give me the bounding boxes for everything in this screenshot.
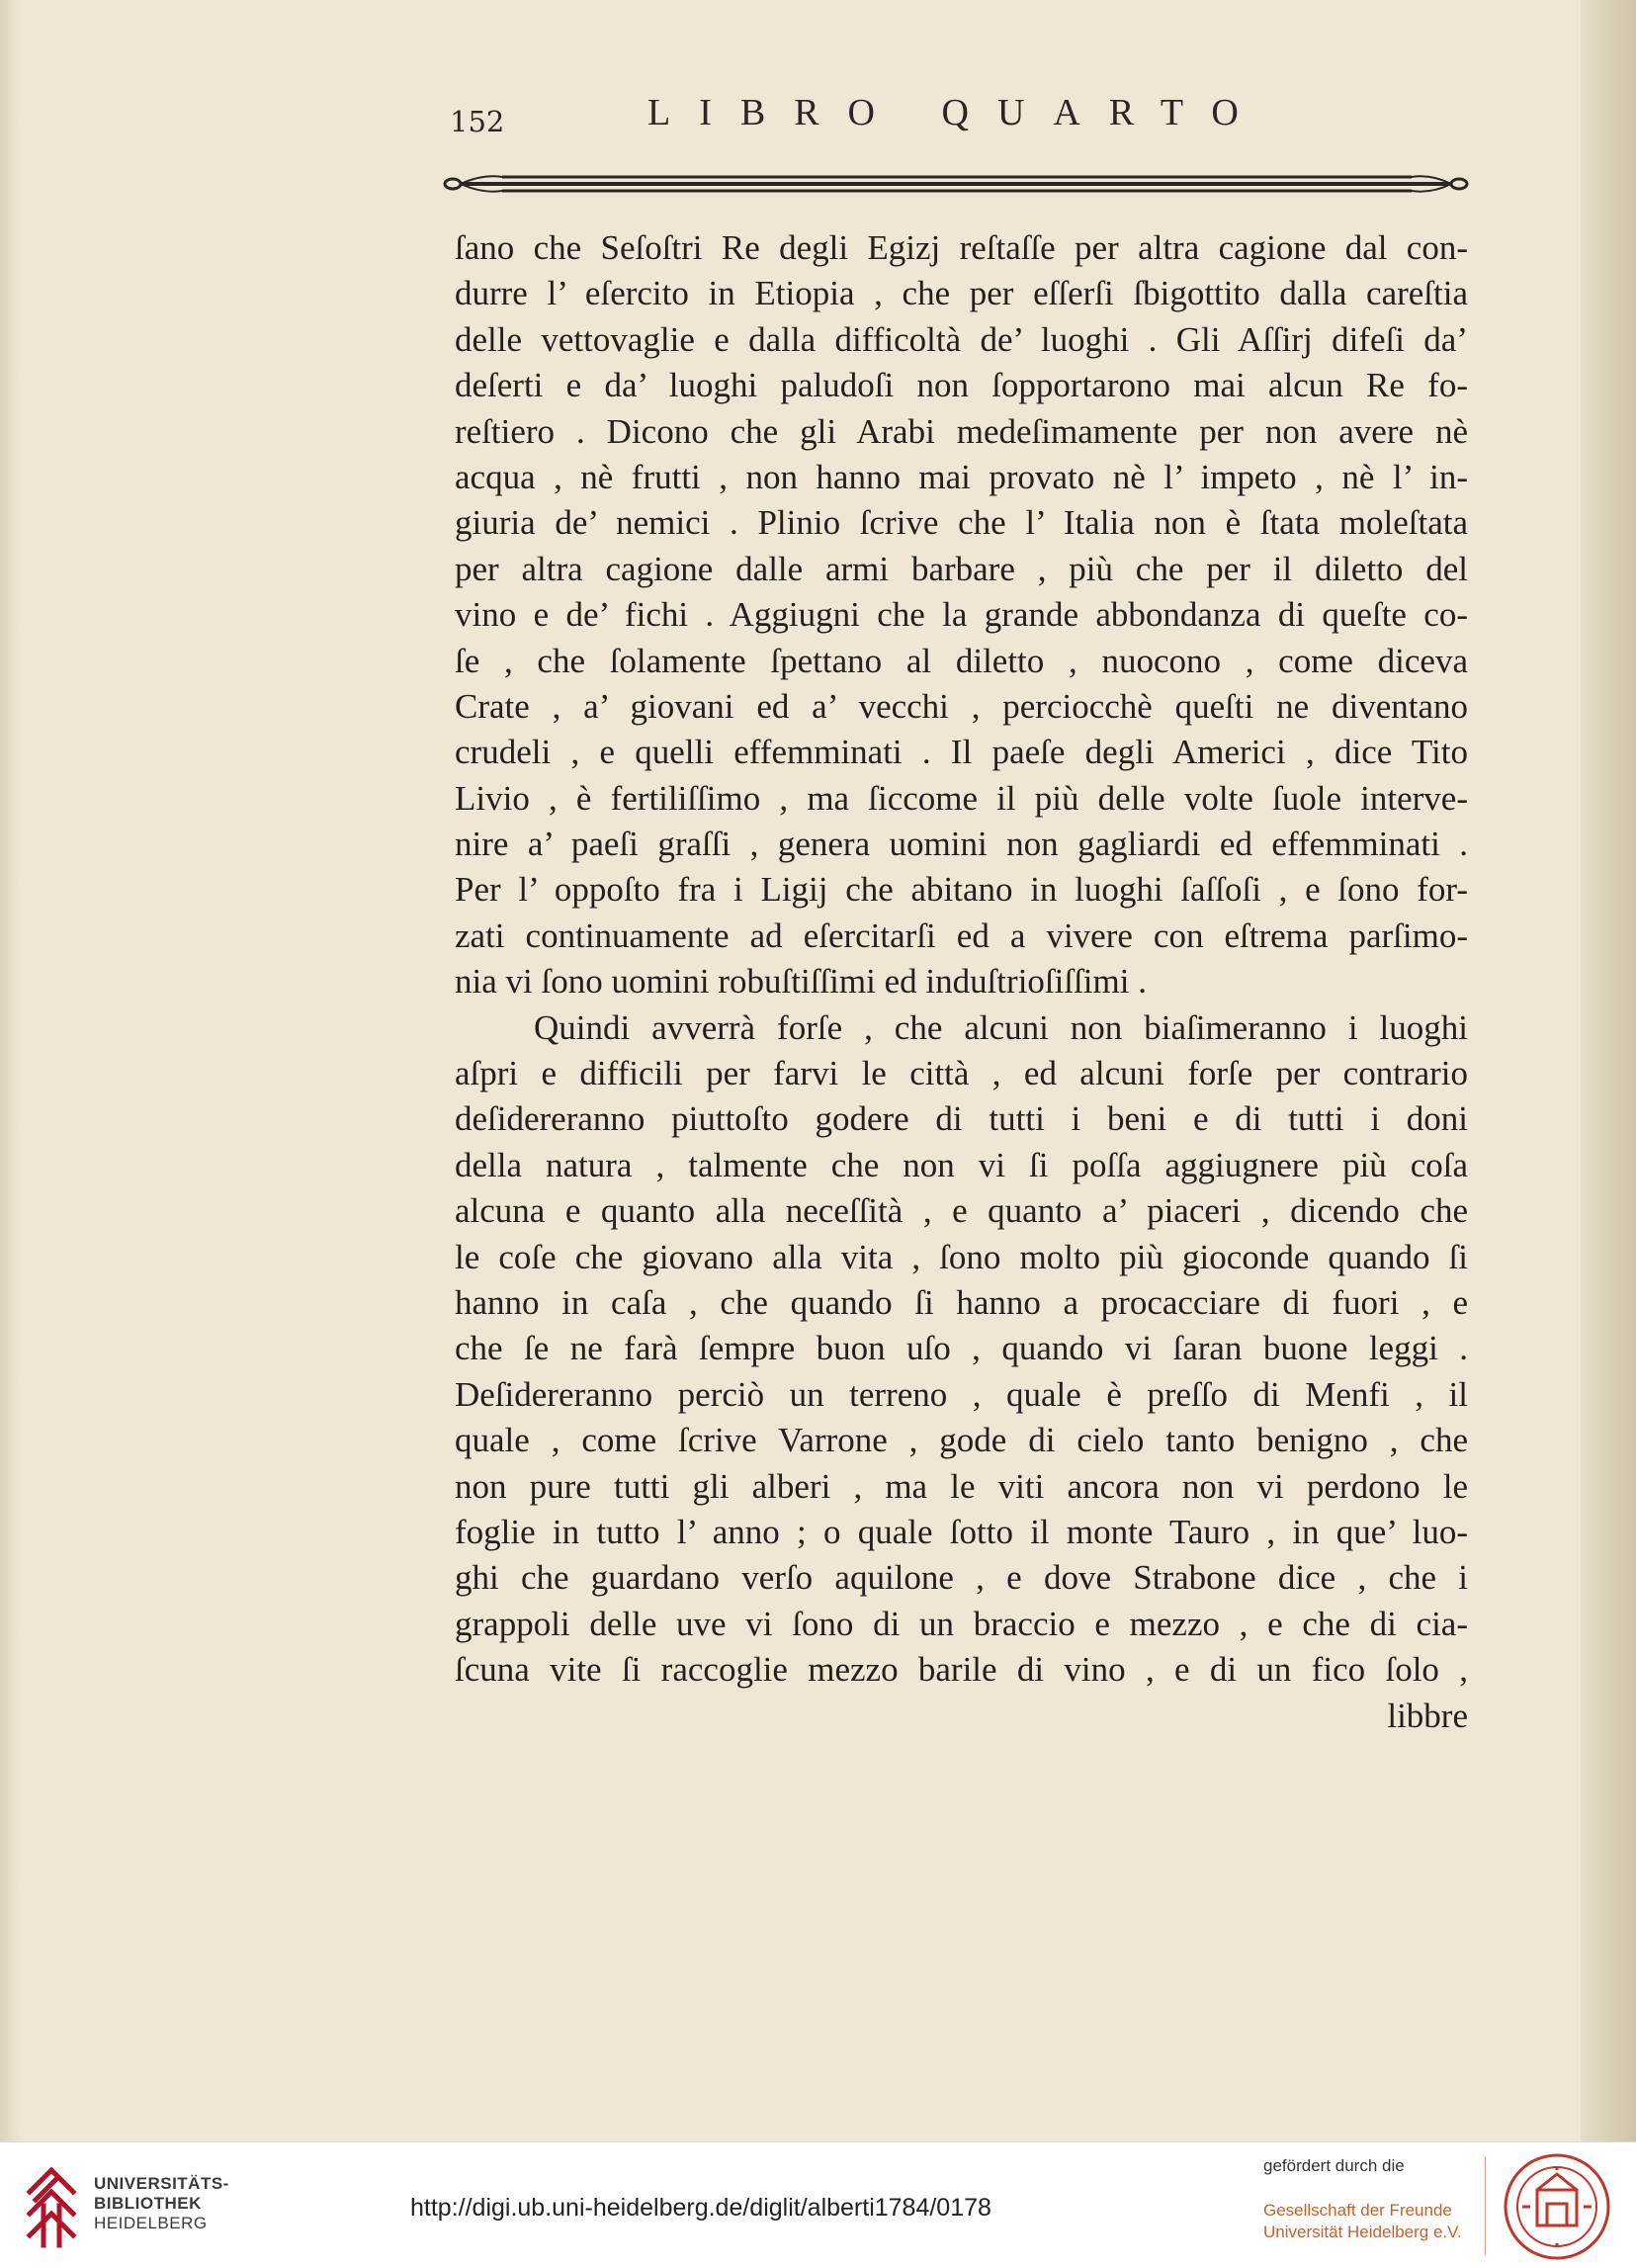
text-line: crudeli , e quelli effemminati . Il paeſe degli Americi , dice Tito	[455, 733, 1468, 772]
viewer-footer	[0, 2141, 1636, 2268]
text-line: ſcuna vite ſi raccoglie mezzo barile di vino , e di un fico ſolo ,	[455, 1650, 1468, 1690]
library-name-line: HEIDELBERG	[94, 2214, 208, 2232]
text-line: Deſidereranno perciò un terreno , quale è preſſo di Menfi , il	[455, 1374, 1468, 1414]
text-line: per altra cagione dalle armi barbare , più che per il diletto del	[455, 549, 1468, 588]
text-line: hanno in caſa , che quando ſi hanno a procacciare di fuori , e	[455, 1282, 1468, 1322]
text-line: vino e de’ fichi . Aggiugni che la grande abbondanza di queſte co-	[455, 595, 1468, 635]
university-seal-icon[interactable]	[1503, 2152, 1611, 2261]
text-line: ghi che guardano verſo aquilone , e dove Strabone dice , che i	[455, 1558, 1468, 1598]
text-line: ſano che Seſoſtri Re degli Egizj reſtaſſe per altra cagione dal con-	[455, 228, 1468, 267]
text-line: le coſe che giovano alla vita , ſono molto più gioconde quando ſi	[455, 1237, 1468, 1276]
sponsor-divider	[1485, 2156, 1486, 2255]
text-line: Crate , a’ giovani ed a’ vecchi , perciocchè queſti ne diventano	[455, 686, 1468, 726]
text-line: deſidereranno piuttoſto godere di tutti i beni e di tutti i doni	[455, 1099, 1468, 1139]
sponsor-label: gefördert durch die	[1263, 2156, 1405, 2175]
body-text	[455, 225, 1468, 1739]
sponsor-name[interactable]	[1263, 2200, 1462, 2243]
text-line: Quindi avverrà forſe , che alcuni non biaſimeranno i luoghi	[534, 1007, 1468, 1047]
text-line: non pure tutti gli alberi , ma le viti ancora non vi perdono le	[455, 1466, 1468, 1506]
page-gutter-shadow-left	[0, 0, 22, 2141]
text-line: acqua , nè frutti , non hanno mai provato nè l’ impeto , nè l’ in-	[455, 457, 1468, 496]
permalink-link[interactable]: http://digi.ub.uni-heidelberg.de/diglit/alberti1784/0178	[410, 2194, 991, 2222]
text-line: foglie in tutto l’ anno ; o quale ſotto il monte Tauro , in que’ luo-	[455, 1512, 1468, 1551]
text-line: ſe , che ſolamente ſpettano al diletto , nuocono , come diceva	[455, 641, 1468, 680]
library-name-line: BIBLIOTHEK	[94, 2194, 202, 2213]
text-line: che ſe ne farà ſempre buon uſo , quando vi ſaran buone leggi .	[455, 1329, 1468, 1368]
text-line: durre l’ eſercito in Etiopia , che per eſſerſi ſbigottito dalla careſtia	[455, 274, 1468, 313]
page-number: 152	[450, 105, 505, 138]
text-line: deſerti e da’ luoghi paludoſi non ſopportarono mai alcun Re fo-	[455, 366, 1468, 405]
catchword: libbre	[1387, 1696, 1468, 1735]
page-edge-shadow-right	[1581, 0, 1636, 2141]
text-line: della natura , talmente che non vi ſi poſſa aggiugnere più coſa	[455, 1145, 1468, 1184]
text-line: Livio , è fertiliſſimo , ma ſiccome il più delle volte ſuole interve-	[455, 778, 1468, 818]
library-name	[94, 2174, 229, 2233]
running-head	[450, 91, 1468, 140]
text-line: reſtiero . Dicono che gli Arabi medeſimamente per non avere nè	[455, 411, 1468, 451]
text-line: giuria de’ nemici . Plinio ſcrive che l’ Italia non è ſtata moleſtata	[455, 503, 1468, 543]
text-line: grappoli delle uve vi ſono di un braccio e mezzo , e che di cia-	[455, 1604, 1468, 1643]
text-line: nia vi ſono uomini robuſtiſſimi ed induſtrioſiſſimi .	[455, 962, 1147, 1002]
text-line: alcuna e quanto alla neceſſità , e quanto a’ piaceri , dicendo che	[455, 1191, 1468, 1231]
text-line: aſpri e difficili per farvi le città , ed alcuni forſe per contrario	[455, 1054, 1468, 1093]
text-line: nire a’ paeſi graſſi , genera uomini non gagliardi ed effemminati .	[455, 825, 1468, 864]
text-line: zati continuamente ad eſercitarſi ed a vivere con eſtrema parſimo-	[455, 916, 1468, 955]
sponsor-name-line: Gesellschaft der Freunde	[1263, 2201, 1452, 2220]
library-name-line: UNIVERSITÄTS-	[94, 2174, 229, 2193]
text-line: delle vettovaglie e dalla difficoltà de’ luoghi . Gli Aſſirj difeſi da’	[455, 319, 1468, 359]
sponsor-name-line: Universität Heidelberg e.V.	[1263, 2223, 1462, 2241]
ornamental-head-rule	[443, 166, 1471, 202]
ub-heidelberg-logo-icon[interactable]	[22, 2162, 81, 2249]
running-title: LIBRO QUARTO	[647, 92, 1267, 133]
text-line: Per l’ oppoſto fra i Ligij che abitano in luoghi ſaſſoſi , e ſono for-	[455, 870, 1468, 910]
text-line: quale , come ſcrive Varrone , gode di cielo tanto benigno , che	[455, 1421, 1468, 1460]
